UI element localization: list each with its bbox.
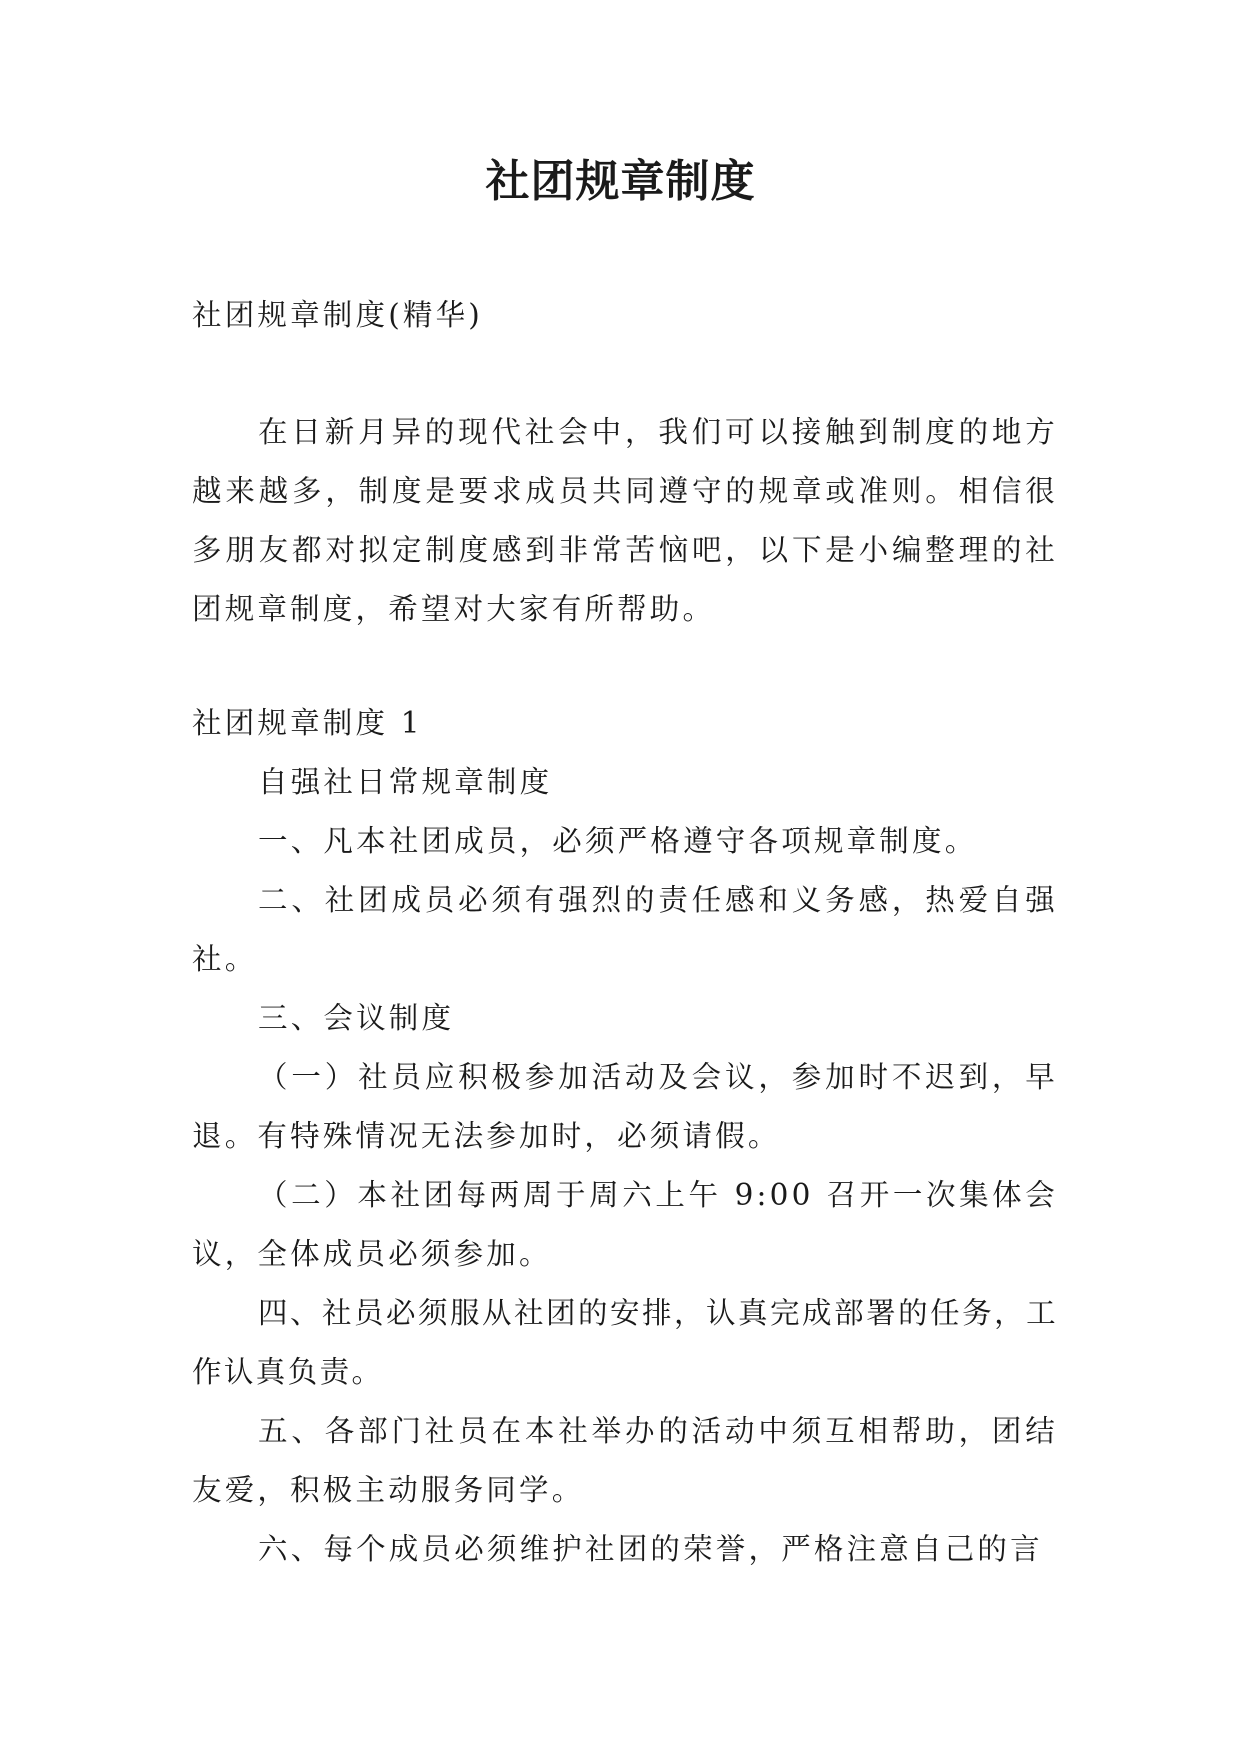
intro-paragraph: 在日新月异的现代社会中，我们可以接触到制度的地方越来越多，制度是要求成员共同遵守的规章或准则。相信很多朋友都对拟定制度感到非常苦恼吧，以下是小编整理的社团规章制度，希望对大家有所帮助。 xyxy=(192,415,1058,626)
rule-paragraph-6: 六、每个成员必须维护社团的荣誉，严格注意自己的言 xyxy=(258,1532,1043,1566)
document-title: 社团规章制度 xyxy=(485,156,756,207)
rule-paragraph-3: 三、会议制度 xyxy=(258,1001,455,1035)
document-subtitle: 社团规章制度(精华) xyxy=(192,298,484,332)
rule-paragraph-5: 五、各部门社员在本社举办的活动中须互相帮助，团结友爱，积极主动服务同学。 xyxy=(192,1414,1058,1507)
section-title: 自强社日常规章制度 xyxy=(258,765,553,799)
rule-paragraph-4: 四、社员必须服从社团的安排，认真完成部署的任务，工作认真负责。 xyxy=(192,1296,1058,1389)
rule-paragraph-3-1: （一）社员应积极参加活动及会议，参加时不迟到，早退。有特殊情况无法参加时，必须请假。 xyxy=(192,1060,1058,1153)
rule-paragraph-3-2: （二）本社团每两周于周六上午 9:00 召开一次集体会议，全体成员必须参加。 xyxy=(192,1178,1058,1271)
section-heading: 社团规章制度 1 xyxy=(192,706,423,740)
rule-paragraph-2: 二、社团成员必须有强烈的责任感和义务感，热爱自强社。 xyxy=(192,883,1058,976)
rule-paragraph-1: 一、凡本社团成员，必须严格遵守各项规章制度。 xyxy=(258,824,978,858)
